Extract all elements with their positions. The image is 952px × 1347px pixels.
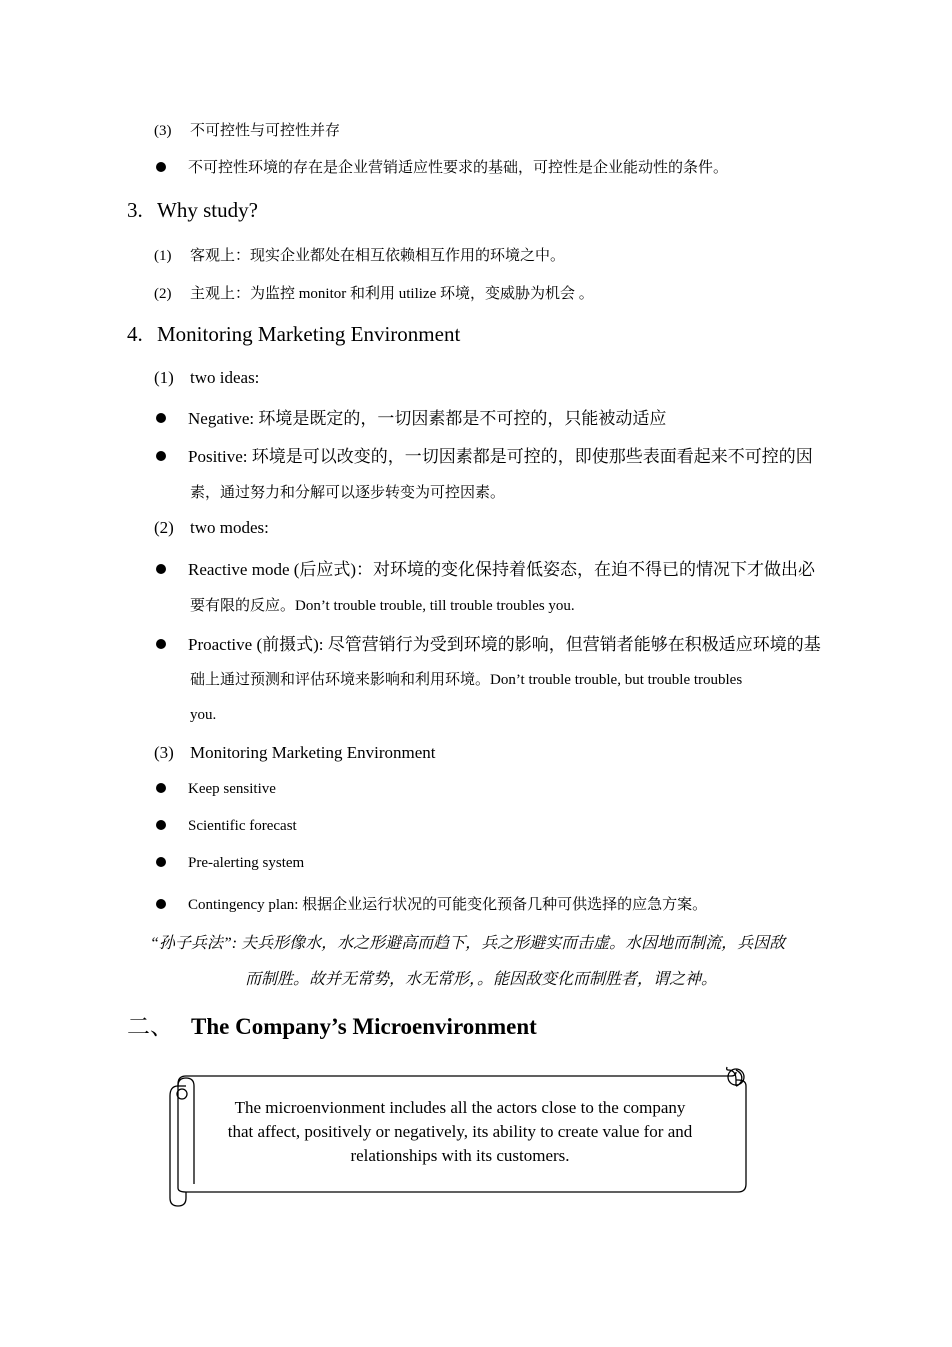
heading-text: Monitoring Marketing Environment xyxy=(157,322,461,346)
heading-number: 3. xyxy=(127,198,143,222)
list-item xyxy=(154,518,269,538)
item-number: (1) xyxy=(154,248,172,264)
list-item xyxy=(154,244,565,265)
bullet-item xyxy=(156,818,297,835)
bullet-item xyxy=(156,404,666,429)
item-number: (3) xyxy=(154,743,174,762)
item-text: 不可控性与可控性并存 xyxy=(190,123,341,139)
bullet-continuation: you. xyxy=(190,707,217,723)
list-item xyxy=(154,119,340,140)
list-item xyxy=(154,368,259,388)
quote-line-1: “孙子兵法”: 夫兵形像水，水之形避高而趋下，兵之形避实而击虚。水因地而制流，兵因敌 xyxy=(150,935,786,952)
bullet-text: Contingency plan: 根据企业运行状况的可能变化预备几种可供选择的应急方案。 xyxy=(188,897,708,913)
item-text: 客观上：现实企业都处在相互依赖相互作用的环境之中。 xyxy=(190,248,566,264)
definition-line-2: that affect, positively or negatively, its ability to create value for and xyxy=(227,1122,693,1141)
quote-line-2: 而制胜。故并无常势，水无常形，。能因敌变化而制胜者，谓之神。 xyxy=(245,971,718,988)
bullet-item xyxy=(156,781,276,798)
bullet-continuation: 素，通过努力和分解可以逐步转变为可控因素。 xyxy=(190,485,506,501)
definition-line-1: The microenvionment includes all the actors close to the company xyxy=(234,1098,686,1117)
bullet-icon xyxy=(156,451,166,461)
section-heading-3 xyxy=(127,198,258,223)
bullet-icon xyxy=(156,899,166,909)
definition-line-3: relationships with its customers. xyxy=(350,1146,570,1165)
bullet-item xyxy=(156,555,815,580)
item-text: Monitoring Marketing Environment xyxy=(190,743,436,762)
item-text: 主观上：为监控 monitor 和利用 utilize 环境，变威胁为机会 。 xyxy=(190,286,594,302)
item-number: (3) xyxy=(154,123,172,139)
bullet-item xyxy=(156,442,813,467)
bullet-text: Scientific forecast xyxy=(188,818,297,834)
bullet-text: Proactive (前摄式): 尽管营销行为受到环境的影响，但营销者能够在积极适应环境的基 xyxy=(188,635,821,654)
bullet-text: Pre-alerting system xyxy=(188,855,305,871)
bullet-text: Positive: 环境是可以改变的，一切因素都是可控的，即使那些表面看起来不可控的因 xyxy=(188,447,813,466)
bullet-text: Keep sensitive xyxy=(188,781,276,797)
bullet-text: Reactive mode (后应式)：对环境的变化保持着低姿态，在迫不得已的情况下才做出必 xyxy=(188,560,816,579)
heading-number: 二、 xyxy=(127,1014,173,1039)
definition-box xyxy=(190,1096,730,1168)
bullet-icon xyxy=(156,162,166,172)
bullet-icon xyxy=(156,639,166,649)
list-item xyxy=(154,282,594,303)
heading-number: 4. xyxy=(127,322,143,346)
list-item xyxy=(154,743,436,763)
item-text: two modes: xyxy=(190,518,269,537)
item-text: two ideas: xyxy=(190,368,260,387)
bullet-item xyxy=(156,630,821,655)
bullet-icon xyxy=(156,820,166,830)
item-number: (2) xyxy=(154,286,172,302)
heading-text: The Company’s Microenvironment xyxy=(191,1014,537,1039)
bullet-text: Negative: 环境是既定的，一切因素都是不可控的，只能被动适应 xyxy=(188,409,667,428)
bullet-icon xyxy=(156,783,166,793)
bullet-icon xyxy=(156,857,166,867)
bullet-continuation: 要有限的反应。Don’t trouble trouble, till trouble troubles you. xyxy=(190,598,575,614)
bullet-item xyxy=(156,855,304,872)
item-number: (1) xyxy=(154,368,174,387)
heading-text: Why study? xyxy=(157,198,258,222)
bullet-item xyxy=(156,156,728,177)
bullet-text: 不可控性环境的存在是企业营销适应性要求的基础，可控性是企业能动性的条件。 xyxy=(188,160,729,176)
item-number: (2) xyxy=(154,518,174,537)
bullet-continuation: 础上通过预测和评估环境来影响和利用环境。Don’t trouble trouble, but trouble troubles xyxy=(190,672,743,688)
bullet-icon xyxy=(156,564,166,574)
section-2-heading xyxy=(127,1008,537,1041)
section-heading-4 xyxy=(127,322,460,347)
bullet-icon xyxy=(156,413,166,423)
bullet-item xyxy=(156,893,707,914)
